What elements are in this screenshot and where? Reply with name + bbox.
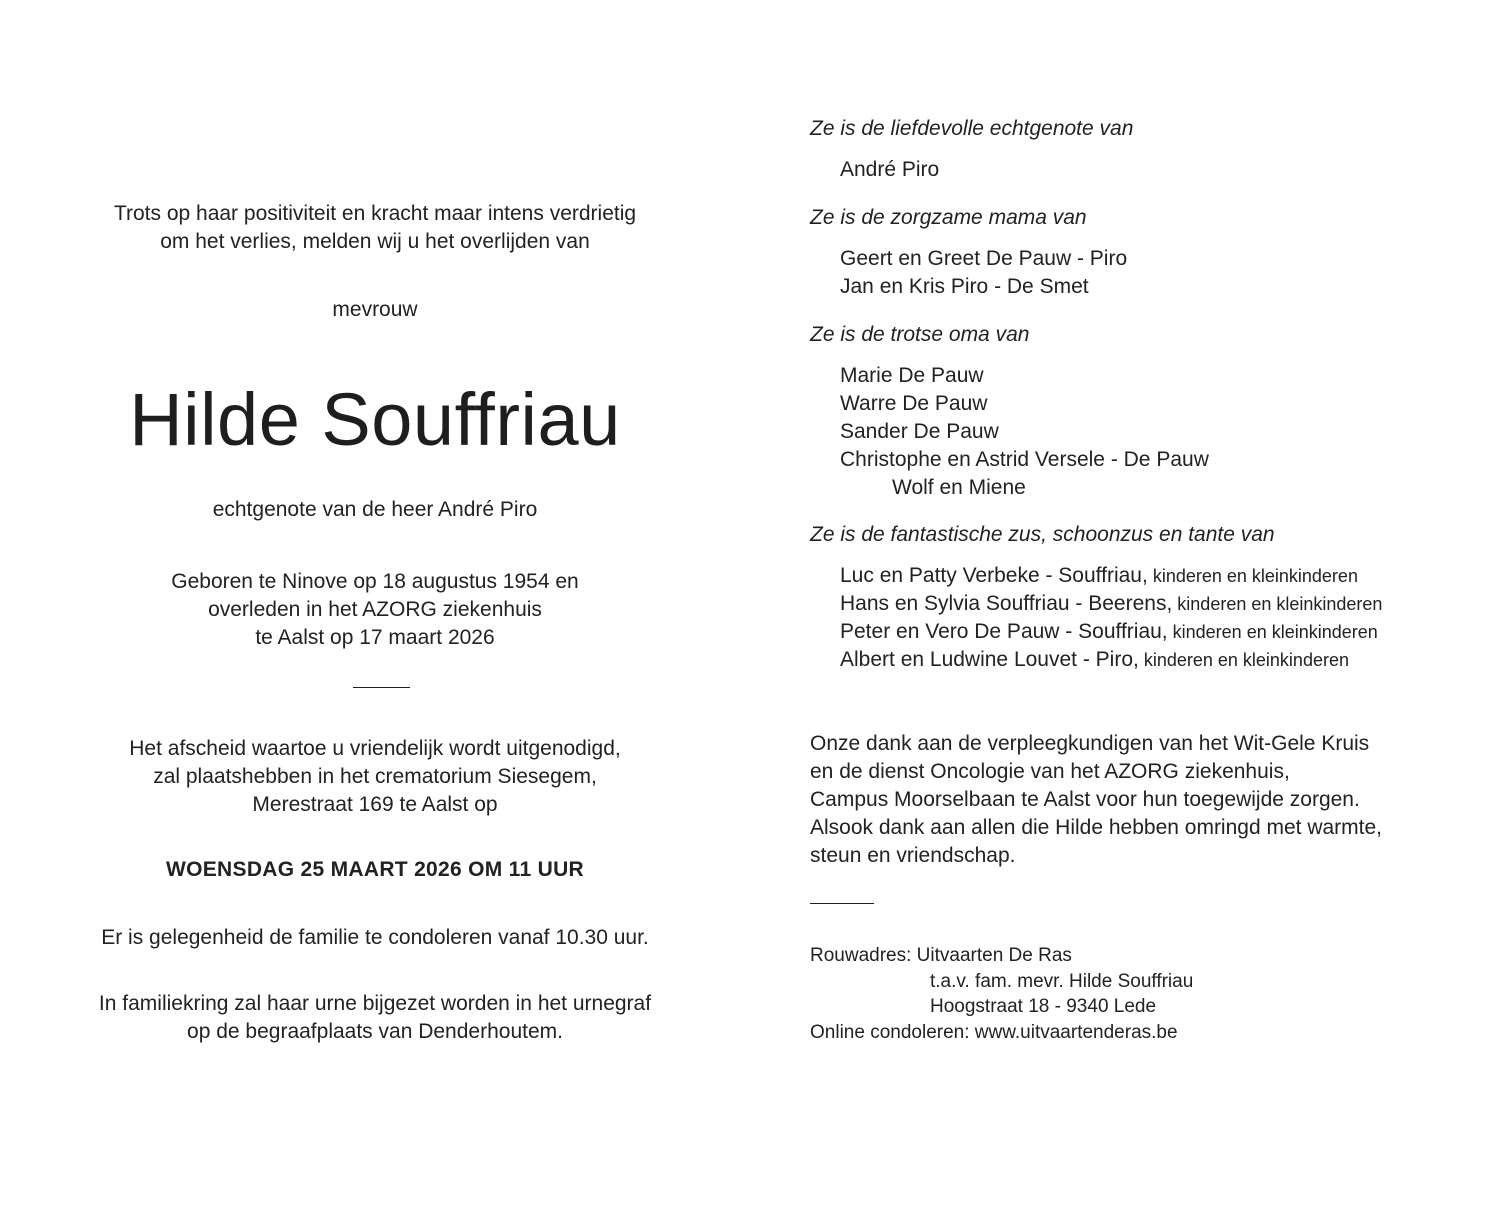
family-member-suffix: kinderen en kleinkinderen [1167,622,1378,642]
farewell-line: Het afscheid waartoe u vriendelijk wordt uitgenodigd, [129,737,621,760]
family-member-suffix: kinderen en kleinkinderen [1147,566,1358,586]
spouse-line: echtgenote van de heer André Piro [212,498,538,521]
title-word: mevrouw [332,298,418,321]
family-member: Geert en Greet De Pauw - Piro [840,247,1128,270]
family-member: Marie De Pauw [840,364,984,387]
condolence-info: Er is gelegenheid de familie te condoleren vanaf 10.30 uur. [101,926,649,949]
urn-line: In familiekring zal haar urne bijgezet worden in het urnegraf [98,992,652,1015]
family-group-siblings [810,521,1382,674]
born-line: overleden in het AZORG ziekenhuis [208,598,542,621]
thanks-line: Alsook dank aan allen die Hilde hebben omringd met warmte, [810,816,1382,839]
mourning-address-line: t.a.v. fam. mevr. Hilde Souffriau [930,970,1194,992]
family-member-name: Luc en Patty Verbeke - Souffriau, [840,564,1148,587]
family-group-children [810,204,1127,301]
mourning-address-line: Hoogstraat 18 - 9340 Lede [930,996,1157,1017]
family-heading: Ze is de liefdevolle echtgenote van [810,117,1134,140]
family-member: Warre De Pauw [840,392,988,415]
family-group-spouse [810,115,1133,184]
online-condolence: Online condoleren: www.uitvaartenderas.be [810,1021,1178,1043]
family-member: Wolf en Miene [892,476,1026,499]
family-member-name: Albert en Ludwine Louvet - Piro, [840,648,1139,671]
ceremony-date: WOENSDAG 25 MAART 2026 OM 11 UUR [165,858,585,881]
family-members [810,245,1127,301]
thanks-line: Campus Moorselbaan te Aalst voor hun toegewijde zorgen. [810,788,1360,811]
birth-death-info [40,568,710,652]
farewell-line: zal plaatshebben in het crematorium Siesegem, [153,765,597,788]
thanks-line: en de dienst Oncologie van het AZORG ziekenhuis, [810,760,1290,783]
farewell-invitation [40,735,710,819]
family-members [810,156,1133,184]
intro-line: om het verlies, melden wij u het overlijden van [160,230,590,253]
thanks-text [810,730,1382,870]
family-member-suffix: kinderen en kleinkinderen [1138,650,1349,670]
divider [810,903,874,904]
family-member: André Piro [840,158,940,181]
family-heading: Ze is de zorgzame mama van [810,206,1087,229]
mourning-address-label: Rouwadres: Uitvaarten De Ras [810,945,1072,966]
thanks-line: steun en vriendschap. [810,844,1016,867]
family-group-grandchildren [810,321,1209,502]
deceased-name: Hilde Souffriau [129,378,621,461]
family-heading: Ze is de fantastische zus, schoonzus en tante van [810,523,1275,546]
family-heading: Ze is de trotse oma van [810,323,1030,346]
urn-line: op de begraafplaats van Denderhoutem. [187,1020,563,1043]
contact-info [810,943,1193,1045]
family-member: Sander De Pauw [840,420,999,443]
family-member [840,646,1382,674]
family-member-name: Hans en Sylvia Souffriau - Beerens, [840,592,1173,615]
intro-text [40,200,710,256]
family-member [840,618,1382,646]
born-line: te Aalst op 17 maart 2026 [255,626,495,649]
family-members [810,562,1382,674]
farewell-line: Merestraat 169 te Aalst op [252,793,498,816]
family-member: Christophe en Astrid Versele - De Pauw [840,448,1209,471]
family-member-name: Peter en Vero De Pauw - Souffriau, [840,620,1168,643]
intro-line: Trots op haar positiviteit en kracht maar intens verdrietig [113,202,637,225]
divider [353,687,410,688]
thanks-line: Onze dank aan de verpleegkundigen van het Wit-Gele Kruis [810,732,1370,755]
family-member: Jan en Kris Piro - De Smet [840,275,1089,298]
family-members [810,362,1209,502]
family-member [840,562,1382,590]
family-member [840,590,1382,618]
born-line: Geboren te Ninove op 18 augustus 1954 en [171,570,579,593]
family-member-suffix: kinderen en kleinkinderen [1172,594,1383,614]
urn-info [40,990,710,1046]
